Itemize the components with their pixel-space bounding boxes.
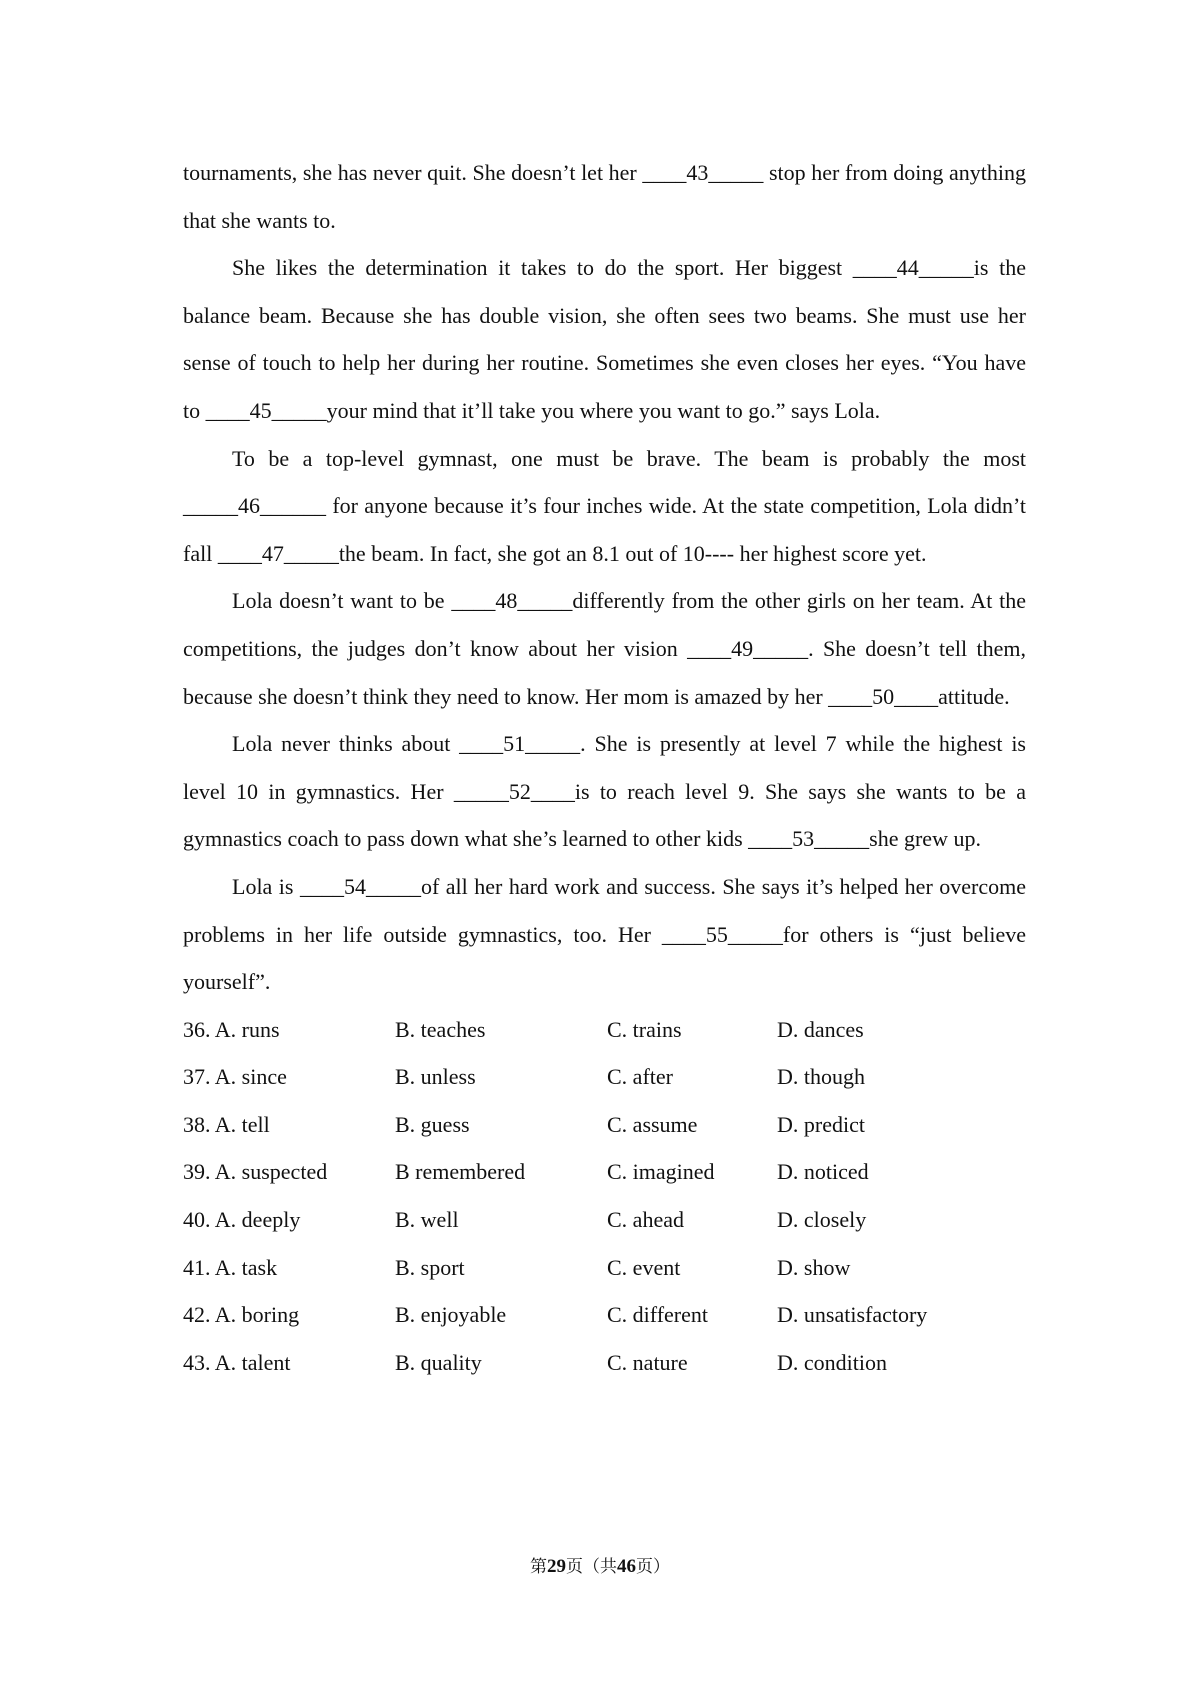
footer-suffix: 页） — [636, 1557, 670, 1577]
paragraph-6: Lola is ____54_____of all her hard work and success. She says it’s helped her overcome problems in her life outside gymnastics, too. Her ____55_____for others is “just believe yourself”. — [183, 873, 1026, 995]
option-c: C. event — [607, 1254, 681, 1280]
option-c: C. after — [607, 1064, 673, 1090]
paragraph-4: Lola doesn’t want to be ____48_____differently from the other girls on her team. At the competitions, the judges don’t know about her vision ____49_____. She doesn’t tell them, because she doesn’t think they need to know. Her mom is amazed by her ____50____attitude. — [183, 588, 1026, 709]
footer-middle: 页（共 — [566, 1557, 617, 1577]
option-a: 39. A. suspected — [183, 1159, 328, 1185]
paragraph-5: Lola never thinks about ____51_____. She is presently at level 7 while the highest is level 10 in gymnastics. Her _____52____is to reach level 9. She says she wants to be a gymnastics coach to pass down what she’s learned to other kids ____53_____she grew up. — [183, 731, 1026, 852]
option-b: B. well — [395, 1207, 459, 1233]
option-d: D. unsatisfactory — [777, 1302, 928, 1328]
option-row-36 — [183, 1006, 1026, 1054]
option-c: C. ahead — [607, 1207, 684, 1233]
option-c: C. different — [607, 1302, 709, 1328]
footer-prefix: 第 — [530, 1557, 547, 1577]
option-a: 43. A. talent — [183, 1349, 291, 1375]
option-row-37 — [183, 1053, 1026, 1101]
option-b: B. unless — [395, 1064, 476, 1090]
option-b: B. guess — [395, 1111, 470, 1137]
document-body — [183, 149, 1026, 1386]
option-row-39 — [183, 1148, 1026, 1196]
option-a: 42. A. boring — [183, 1302, 300, 1328]
option-d: D. predict — [777, 1111, 865, 1137]
page-total: 46 — [617, 1556, 636, 1577]
option-b: B. teaches — [395, 1016, 486, 1042]
option-row-38 — [183, 1101, 1026, 1149]
option-a: 36. A. runs — [183, 1016, 280, 1042]
option-b: B remembered — [395, 1159, 526, 1185]
option-a: 37. A. since — [183, 1064, 287, 1090]
option-d: D. noticed — [777, 1159, 869, 1185]
option-row-40 — [183, 1196, 1026, 1244]
option-d: D. closely — [777, 1207, 867, 1233]
option-d: D. show — [777, 1254, 851, 1280]
option-d: D. though — [777, 1064, 865, 1090]
option-c: C. nature — [607, 1349, 688, 1375]
paragraph-1: tournaments, she has never quit. She doesn’t let her ____43_____ stop her from doing anything that she wants to. — [183, 160, 1026, 233]
paragraph-3: To be a top-level gymnast, one must be brave. The beam is probably the most _____46______ for anyone because it’s four inches wide. At the state competition, Lola didn’t fall ____47_____the beam. In fact, she got an 8.1 out of 10---- her highest score yet. — [183, 445, 1026, 566]
option-row-42 — [183, 1291, 1026, 1339]
option-a: 40. A. deeply — [183, 1207, 301, 1233]
option-c: C. imagined — [607, 1159, 715, 1185]
option-b: B. enjoyable — [395, 1302, 507, 1328]
option-row-41 — [183, 1244, 1026, 1292]
option-a: 38. A. tell — [183, 1111, 270, 1137]
option-b: B. sport — [395, 1254, 465, 1280]
option-c: C. assume — [607, 1111, 698, 1137]
passage — [183, 149, 1026, 1006]
option-b: B. quality — [395, 1349, 482, 1375]
option-d: D. dances — [777, 1016, 864, 1042]
page-footer — [0, 1555, 1200, 1579]
page-number: 29 — [547, 1556, 566, 1577]
paragraph-2: She likes the determination it takes to do the sport. Her biggest ____44_____is the balance beam. Because she has double vision, she often sees two beams. She must use her sense of touch to help her during her routine. Sometimes she even closes her eyes. “You have to ____45_____your mind that it’ll take you where you want to go.” says Lola. — [183, 255, 1026, 423]
option-d: D. condition — [777, 1349, 887, 1375]
option-row-43 — [183, 1339, 1026, 1387]
answer-options — [183, 1006, 1026, 1387]
option-a: 41. A. task — [183, 1254, 278, 1280]
option-c: C. trains — [607, 1016, 682, 1042]
